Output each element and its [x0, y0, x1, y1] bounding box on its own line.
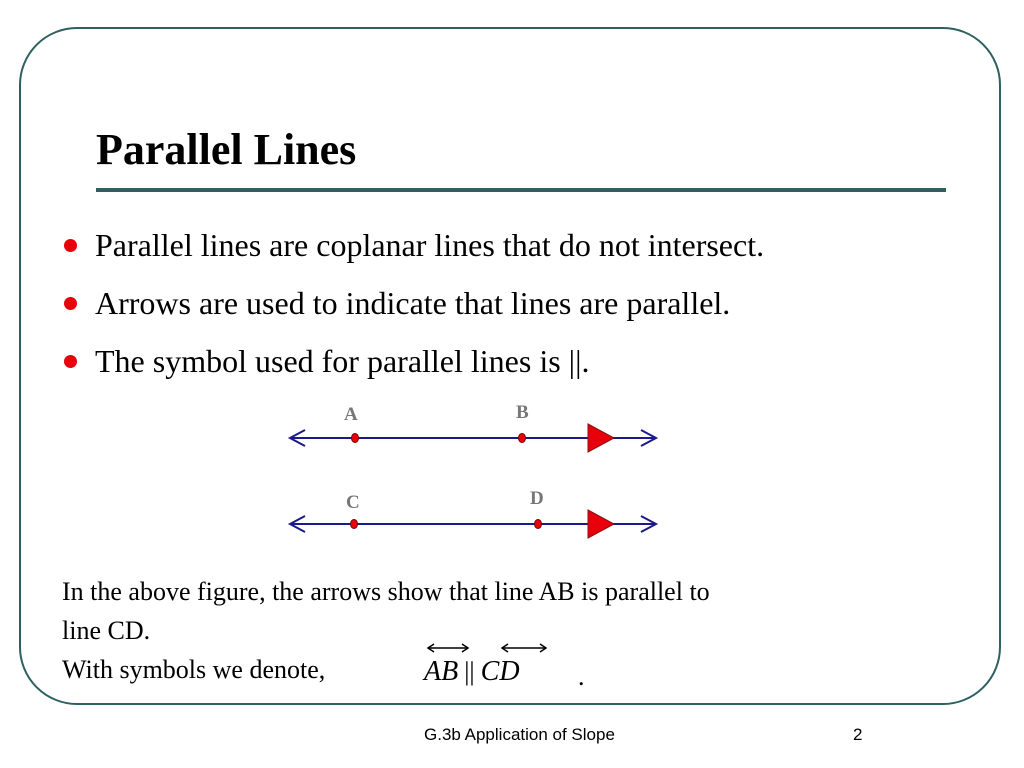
line-cd [290, 488, 656, 538]
point-a-label: A [344, 404, 358, 425]
point-b-label: B [516, 402, 529, 423]
point-c-label: C [346, 492, 360, 513]
notation-right-line: CD [480, 656, 520, 687]
parallel-marker-arrow-icon [588, 510, 614, 538]
point-d-label: D [530, 488, 544, 509]
point-d [535, 520, 542, 529]
point-a [352, 434, 359, 443]
parallel-symbol: || [464, 657, 475, 686]
point-b [519, 434, 526, 443]
footer-course-title: G.3b Application of Slope [424, 725, 615, 744]
notation-period: . [578, 662, 585, 691]
footer-page-number: 2 [853, 725, 863, 744]
bullet-text: The symbol used for parallel lines is ||. [95, 343, 590, 379]
notation-left-line: AB [424, 656, 459, 687]
line-ab [290, 402, 656, 452]
bullet-text: Arrows are used to indicate that lines are parallel. [95, 285, 731, 321]
parallel-marker-arrow-icon [588, 424, 614, 452]
bullet-text: Parallel lines are coplanar lines that do not intersect. [95, 227, 765, 263]
point-c [351, 520, 358, 529]
explanation-line: line CD. [62, 616, 151, 645]
explanation-line: With symbols we denote, [62, 655, 326, 684]
slide-title: Parallel Lines [96, 125, 357, 174]
explanation-line: In the above figure, the arrows show that line AB is parallel to [62, 577, 710, 606]
parallel-notation [424, 656, 520, 688]
